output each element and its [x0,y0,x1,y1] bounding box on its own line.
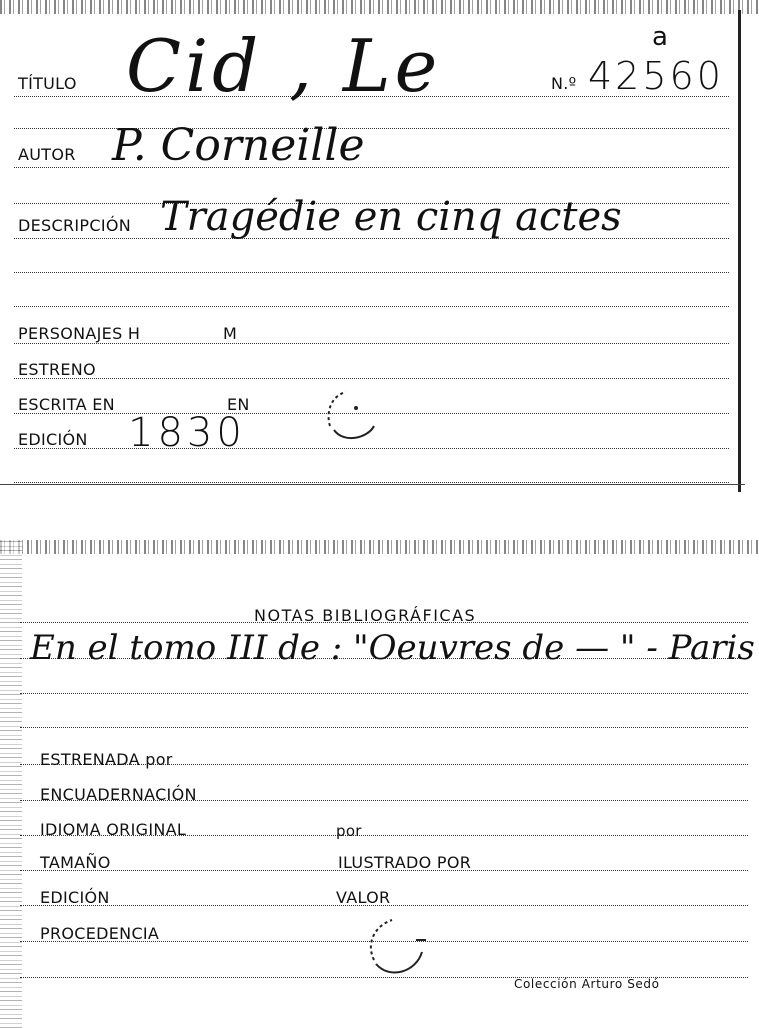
edicion-value: 1830 [128,410,246,456]
card-bottom-edge [0,484,745,485]
personajes-m-label: M [223,324,238,343]
valor-label: VALOR [336,888,391,907]
card-edge [0,540,759,554]
collection-credit: Colección Arturo Sedó [514,977,660,991]
catalog-card-back [0,540,759,1028]
stamp-icon [360,910,432,978]
rule-line [20,727,748,728]
notas-heading: NOTAS BIBLIOGRÁFICAS [254,606,477,625]
autor-label: AUTOR [18,145,76,164]
notas-value: En el tomo III de : "Oeuvres de — " - Paris [30,628,755,668]
estrenada-label: ESTRENADA por [40,750,173,769]
ilustrado-label: ILUSTRADO POR [338,853,472,872]
por-label: por [336,822,362,840]
edicion-back-label: EDICIÓN [40,888,110,907]
catalog-card-front [0,0,759,492]
tamano-label: TAMAÑO [40,853,111,872]
procedencia-label: PROCEDENCIA [40,924,160,943]
rule-line [14,482,729,483]
rule-line [14,378,729,379]
encuadernacion-label: ENCUADERNACIÓN [40,785,197,804]
idioma-label: IDIOMA ORIGINAL [40,820,187,839]
rule-line [20,693,748,694]
rule-line [14,343,729,344]
edicion-label: EDICIÓN [18,430,88,449]
titulo-label: TÍTULO [18,74,77,93]
rule-line [14,306,729,307]
escrita-en-label: EN [227,395,250,414]
personajes-label: PERSONAJES H [18,324,141,343]
card-edge [0,540,22,1028]
titulo-value: Cid , Le [126,24,442,108]
autor-value: P. Corneille [112,120,365,171]
escrita-label: ESCRITA EN [18,395,115,414]
descripcion-label: DESCRIPCIÓN [18,216,131,235]
rule-line [14,448,729,449]
stamp-icon [316,380,384,446]
estreno-label: ESTRENO [18,360,96,379]
descripcion-value: Tragédie en cinq actes [160,194,622,240]
numero-value: 42560 [588,54,724,98]
card-edge [738,10,741,492]
numero-label: N.º [551,74,577,93]
numero-superscript: a [652,22,668,52]
rule-line [14,272,729,273]
card-edge [0,0,759,14]
